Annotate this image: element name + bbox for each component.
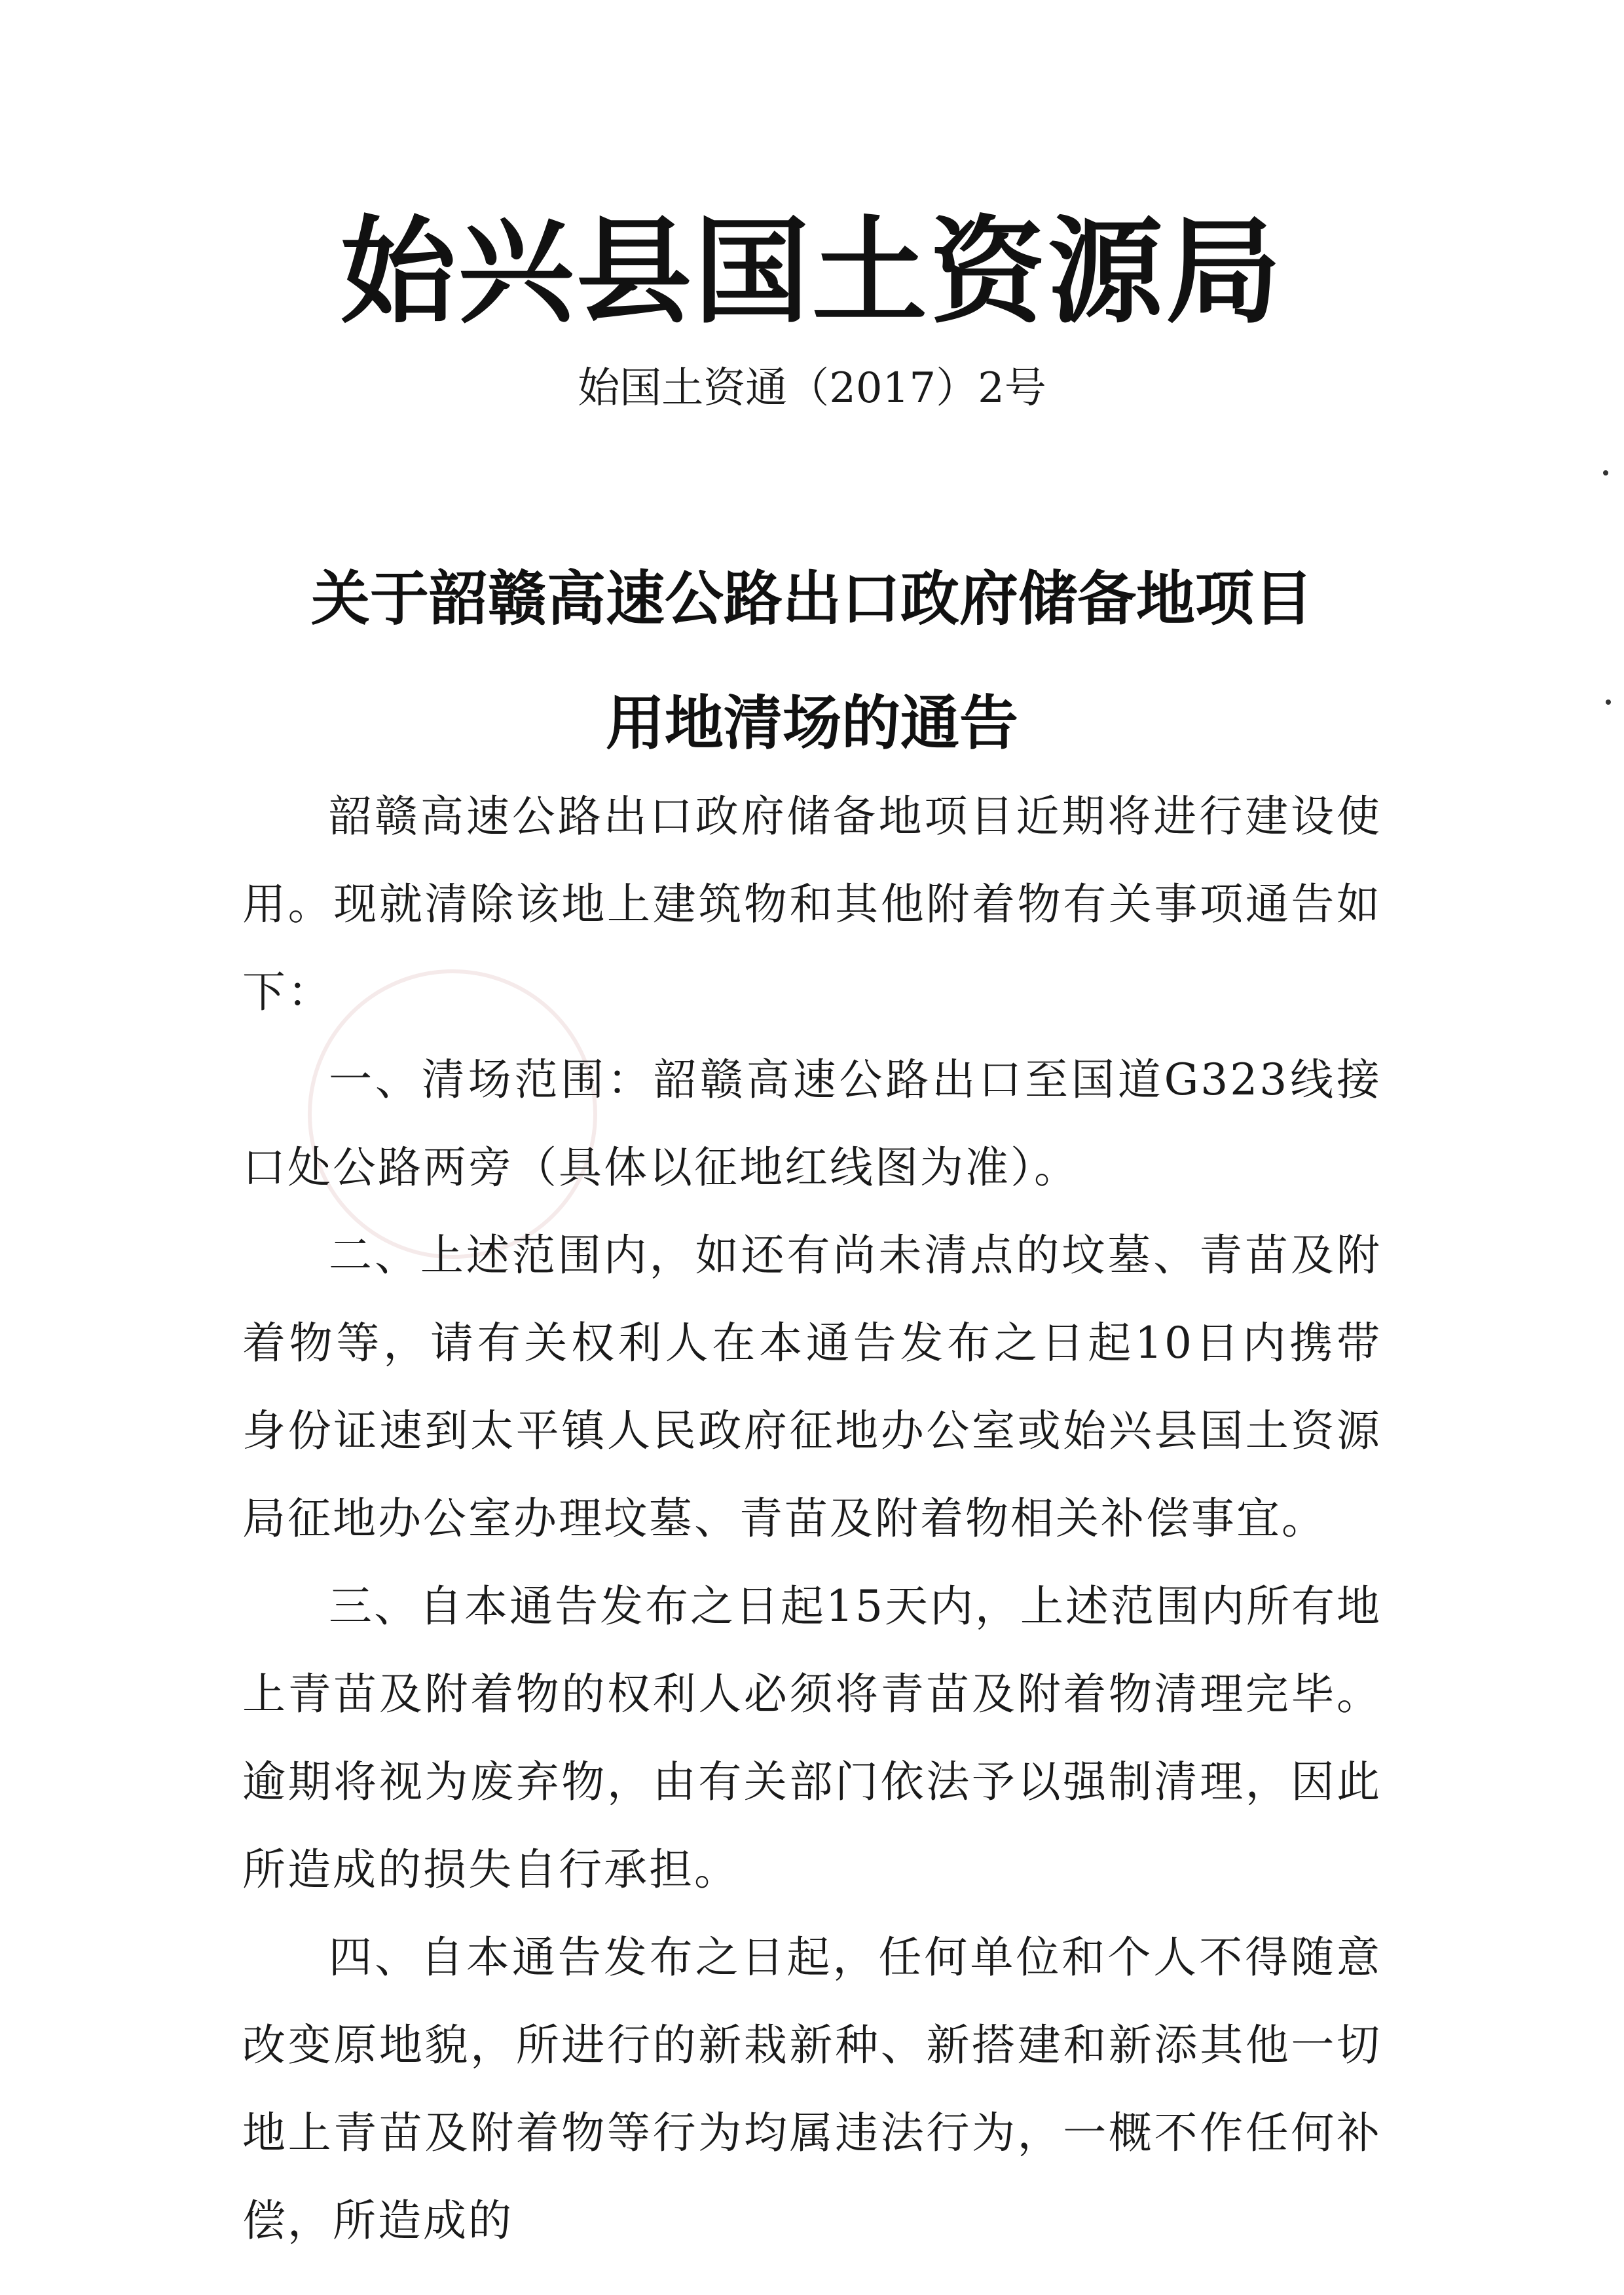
scan-speck [1606, 700, 1611, 705]
title-line-2: 用地清场的通告 [606, 689, 1018, 758]
scan-speck [1603, 470, 1608, 476]
body-paragraph-2: 二、上述范围内，如还有尚未清点的坟墓、青苗及附着物等，请有关权利人在本通告发布之日起10日内携带身份证速到太平镇人民政府征地办公室或始兴县国土资源局征地办公室办理坟墓、青苗及附着物相关补偿事宜。 [242, 1230, 1382, 1544]
body-paragraph-4: 四、自本通告发布之日起，任何单位和个人不得随意改变原地貌，所进行的新栽新种、新搭建和新添其他一切地上青苗及附着物等行为均属违法行为，一概不作任何补偿，所造成的 [242, 1932, 1382, 2246]
body-paragraph-intro: 韶赣高速公路出口政府储备地项目近期将进行建设使用。现就清除该地上建筑物和其他附着物有关事项通告如下： [242, 791, 1382, 1017]
issuing-organization: 始兴县国土资源局 [340, 204, 1283, 339]
body-paragraph-3: 三、自本通告发布之日起15天内，上述范围内所有地上青苗及附着物的权利人必须将青苗及附着物清理完毕。逾期将视为废弃物，由有关部门依法予以强制清理，因此所造成的损失自行承担。 [242, 1581, 1382, 1895]
title-line-1: 关于韶赣高速公路出口政府储备地项目 [311, 565, 1313, 633]
document-title [196, 537, 1428, 786]
body-paragraph-1: 一、清场范围：韶赣高速公路出口至国道G323线接口处公路两旁（具体以征地红线图为准）。 [242, 1054, 1382, 1193]
document-body [242, 773, 1382, 2265]
document-number: 始国土资通（2017）2号 [578, 364, 1046, 413]
